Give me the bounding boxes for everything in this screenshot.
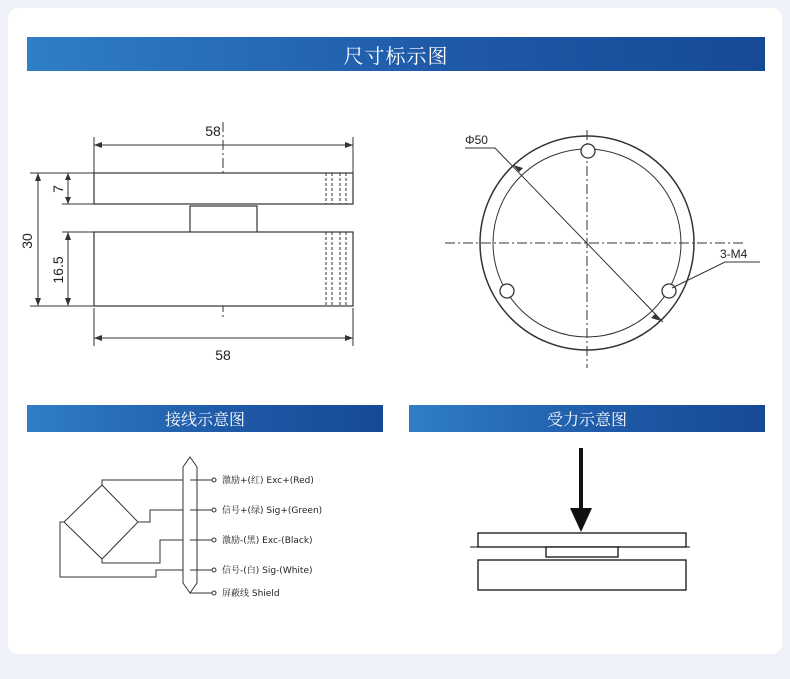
width-top-label: 58 [205,123,221,139]
wire-label: 屏蔽线 Shield [222,589,280,599]
diameter-label: Φ50 [465,133,488,147]
mounting-hole [662,284,676,298]
middle-boss [190,206,257,233]
width-bottom-label: 58 [215,347,231,363]
bridge-circuit [64,485,138,559]
cable [183,457,197,593]
wire-label: 信号-(白) Sig-(White) [222,566,313,576]
mounting-hole [581,144,595,158]
height-top-label: 7 [50,185,66,193]
dimensions-section-title: 尺寸标示图 [27,37,765,71]
height-total-label: 30 [19,233,35,249]
height-bottom-label: 16.5 [50,256,66,284]
wiring-section-title: 接线示意图 [27,405,383,432]
wire-label: 激励+(红) Exc+(Red) [222,476,314,486]
upper-plate [94,173,353,204]
lower-body [94,232,353,306]
force-section-title: 受力示意图 [409,405,765,432]
mounting-hole [500,284,514,298]
side-view-drawing [10,120,370,370]
top-view-drawing [420,120,760,370]
wire-label: 激励-(黑) Exc-(Black) [222,536,313,546]
force-diagram [460,440,700,600]
wiring-diagram [40,455,390,605]
force-arrow-icon [570,508,592,532]
holes-label: 3-M4 [720,247,748,261]
wire-label: 信号+(绿) Sig+(Green) [222,506,323,516]
